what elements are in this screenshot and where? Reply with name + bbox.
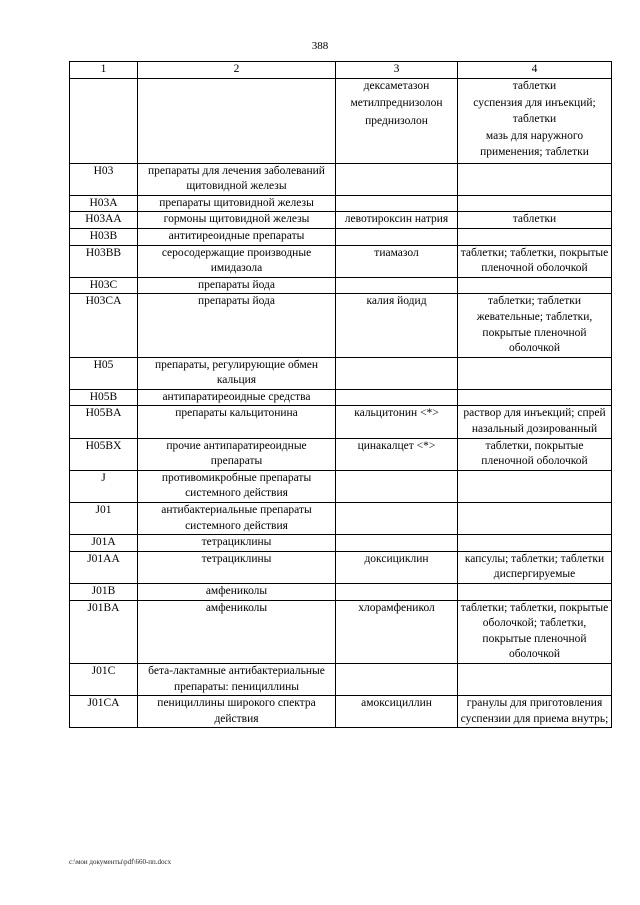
dosage-form-cell	[458, 696, 612, 728]
drug-name: калия йодид	[366, 295, 427, 308]
group-name-cell: бета-лактамные антибактериальные препараты: пенициллины	[138, 663, 336, 695]
dosage-form: таблетки	[512, 79, 557, 92]
atc-code-cell: H03BB	[70, 245, 138, 277]
atc-code-cell: J01	[70, 503, 138, 535]
atc-code-cell: H03C	[70, 277, 138, 294]
drug-name: тиамазол	[374, 246, 419, 259]
drug-name-cell	[336, 245, 458, 277]
group-name-cell: антитиреоидные препараты	[138, 228, 336, 245]
group-name-cell: препараты для лечения заболеваний щитовидной железы	[138, 163, 336, 195]
drug-name: цинакалцет <*>	[357, 439, 436, 452]
drug-name-cell	[336, 470, 458, 502]
atc-code-cell: J01B	[70, 584, 138, 601]
table-row	[70, 389, 612, 406]
dosage-form-cell	[458, 438, 612, 470]
drug-name: дексаметазон	[363, 79, 430, 92]
atc-code-cell: J01CA	[70, 696, 138, 728]
table-row	[70, 663, 612, 695]
table-row	[70, 584, 612, 601]
dosage-form-cell	[458, 357, 612, 389]
table-row	[70, 406, 612, 438]
group-name-cell: пенициллины широкого спектра действия	[138, 696, 336, 728]
dosage-form-cell	[458, 195, 612, 212]
atc-code-cell: H05	[70, 357, 138, 389]
drug-name-cell	[336, 294, 458, 357]
table-row	[70, 503, 612, 535]
dosage-form: таблетки; таблетки, покрытые пленочной оболочкой	[460, 246, 609, 275]
table-row	[70, 696, 612, 728]
drug-name-cell	[336, 228, 458, 245]
drug-name: хлорамфеникол	[358, 601, 435, 614]
table-row	[70, 535, 612, 552]
dosage-form: мазь для наружного применения; таблетки	[480, 130, 589, 158]
atc-code-cell: J	[70, 470, 138, 502]
dosage-form-cell	[458, 406, 612, 438]
dosage-form-cell	[458, 78, 612, 163]
table-row	[70, 163, 612, 195]
table-row	[70, 357, 612, 389]
group-name-cell: прочие антипаратиреоидные препараты	[138, 438, 336, 470]
medication-table	[69, 61, 612, 728]
atc-code-cell: J01C	[70, 663, 138, 695]
group-name-cell: антипаратиреоидные средства	[138, 389, 336, 406]
group-name-cell	[138, 78, 336, 163]
atc-code-cell: J01AA	[70, 551, 138, 583]
group-name-cell: препараты йода	[138, 277, 336, 294]
table-row	[70, 470, 612, 502]
page-number: 388	[311, 40, 329, 52]
dosage-form-cell	[458, 503, 612, 535]
dosage-form: раствор для инъекций; спрей назальный дозированный	[463, 407, 606, 436]
table-row	[70, 600, 612, 663]
drug-name: метилпреднизолон	[350, 97, 443, 110]
group-name-cell: тетрациклины	[138, 535, 336, 552]
dosage-form-cell	[458, 584, 612, 601]
dosage-form: гранулы для приготовления суспензии для приема внутрь;	[460, 697, 609, 725]
atc-code-cell: H03	[70, 163, 138, 195]
table-row	[70, 195, 612, 212]
footer-file-path: c:\мои документы\pdf\660-пп.docx	[69, 858, 172, 866]
drug-name-cell	[336, 389, 458, 406]
drug-name-cell	[336, 163, 458, 195]
dosage-form-cell	[458, 470, 612, 502]
drug-name-cell	[336, 78, 458, 163]
dosage-form: суспензия для инъекций; таблетки	[473, 97, 596, 125]
dosage-form: таблетки, покрытые пленочной оболочкой	[481, 439, 588, 468]
table-row	[70, 228, 612, 245]
drug-name: кальцитонин <*>	[354, 407, 439, 420]
drug-name: амоксициллин	[361, 697, 432, 710]
dosage-form-cell	[458, 245, 612, 277]
drug-name-cell	[336, 600, 458, 663]
drug-name-cell	[336, 535, 458, 552]
atc-code-cell: H03CA	[70, 294, 138, 357]
group-name-cell: препараты, регулирующие обмен кальция	[138, 357, 336, 389]
dosage-form-cell	[458, 163, 612, 195]
header-cell-group: 2	[138, 62, 336, 79]
group-name-cell: препараты кальцитонина	[138, 406, 336, 438]
header-cell-code: 1	[70, 62, 138, 79]
group-name-cell: препараты щитовидной железы	[138, 195, 336, 212]
table-row	[70, 438, 612, 470]
group-name-cell: тетрациклины	[138, 551, 336, 583]
dosage-form-cell	[458, 228, 612, 245]
drug-name-cell	[336, 663, 458, 695]
group-name-cell: серосодержащие производные имидазола	[138, 245, 336, 277]
atc-code-cell: J01BA	[70, 600, 138, 663]
dosage-form-cell	[458, 294, 612, 357]
drug-name-cell	[336, 696, 458, 728]
drug-name-cell	[336, 438, 458, 470]
drug-name: левотироксин натрия	[344, 213, 449, 226]
drug-name: преднизолон	[365, 114, 428, 127]
drug-name-cell	[336, 584, 458, 601]
drug-name-cell	[336, 551, 458, 583]
dosage-form-cell	[458, 535, 612, 552]
dosage-form-cell	[458, 212, 612, 229]
drug-name-cell	[336, 212, 458, 229]
group-name-cell: амфениколы	[138, 600, 336, 663]
dosage-form-cell	[458, 663, 612, 695]
drug-name-cell	[336, 195, 458, 212]
atc-code-cell: H03AA	[70, 212, 138, 229]
drug-name: доксициклин	[364, 552, 429, 565]
drug-name-cell	[336, 277, 458, 294]
atc-code-cell: H03A	[70, 195, 138, 212]
table-row	[70, 551, 612, 583]
header-cell-drug: 3	[336, 62, 458, 79]
drug-name-cell	[336, 503, 458, 535]
group-name-cell: гормоны щитовидной железы	[138, 212, 336, 229]
dosage-form: капсулы; таблетки; таблетки диспергируемые	[464, 552, 605, 581]
dosage-form-cell	[458, 389, 612, 406]
atc-code-cell	[70, 78, 138, 163]
dosage-form: таблетки	[512, 213, 557, 226]
group-name-cell: препараты йода	[138, 294, 336, 357]
atc-code-cell: H05B	[70, 389, 138, 406]
table-row	[70, 245, 612, 277]
drug-name-cell	[336, 406, 458, 438]
dosage-form-cell	[458, 600, 612, 663]
table-row	[70, 212, 612, 229]
dosage-form-cell	[458, 551, 612, 583]
table-row	[70, 78, 612, 163]
group-name-cell: противомикробные препараты системного действия	[138, 470, 336, 502]
atc-code-cell: H03B	[70, 228, 138, 245]
atc-code-cell: J01A	[70, 535, 138, 552]
table-row	[70, 294, 612, 357]
drug-name-cell	[336, 357, 458, 389]
group-name-cell: амфениколы	[138, 584, 336, 601]
atc-code-cell: H05BA	[70, 406, 138, 438]
header-cell-form: 4	[458, 62, 612, 79]
atc-code-cell: H05BX	[70, 438, 138, 470]
group-name-cell: антибактериальные препараты системного действия	[138, 503, 336, 535]
dosage-form-cell	[458, 277, 612, 294]
header-row	[70, 62, 612, 79]
dosage-form: таблетки; таблетки, покрытые оболочкой; таблетки, покрытые пленочной оболочкой	[460, 601, 609, 661]
table-row	[70, 277, 612, 294]
dosage-form: таблетки; таблетки жевательные; таблетки, покрытые пленочной оболочкой	[476, 295, 593, 355]
